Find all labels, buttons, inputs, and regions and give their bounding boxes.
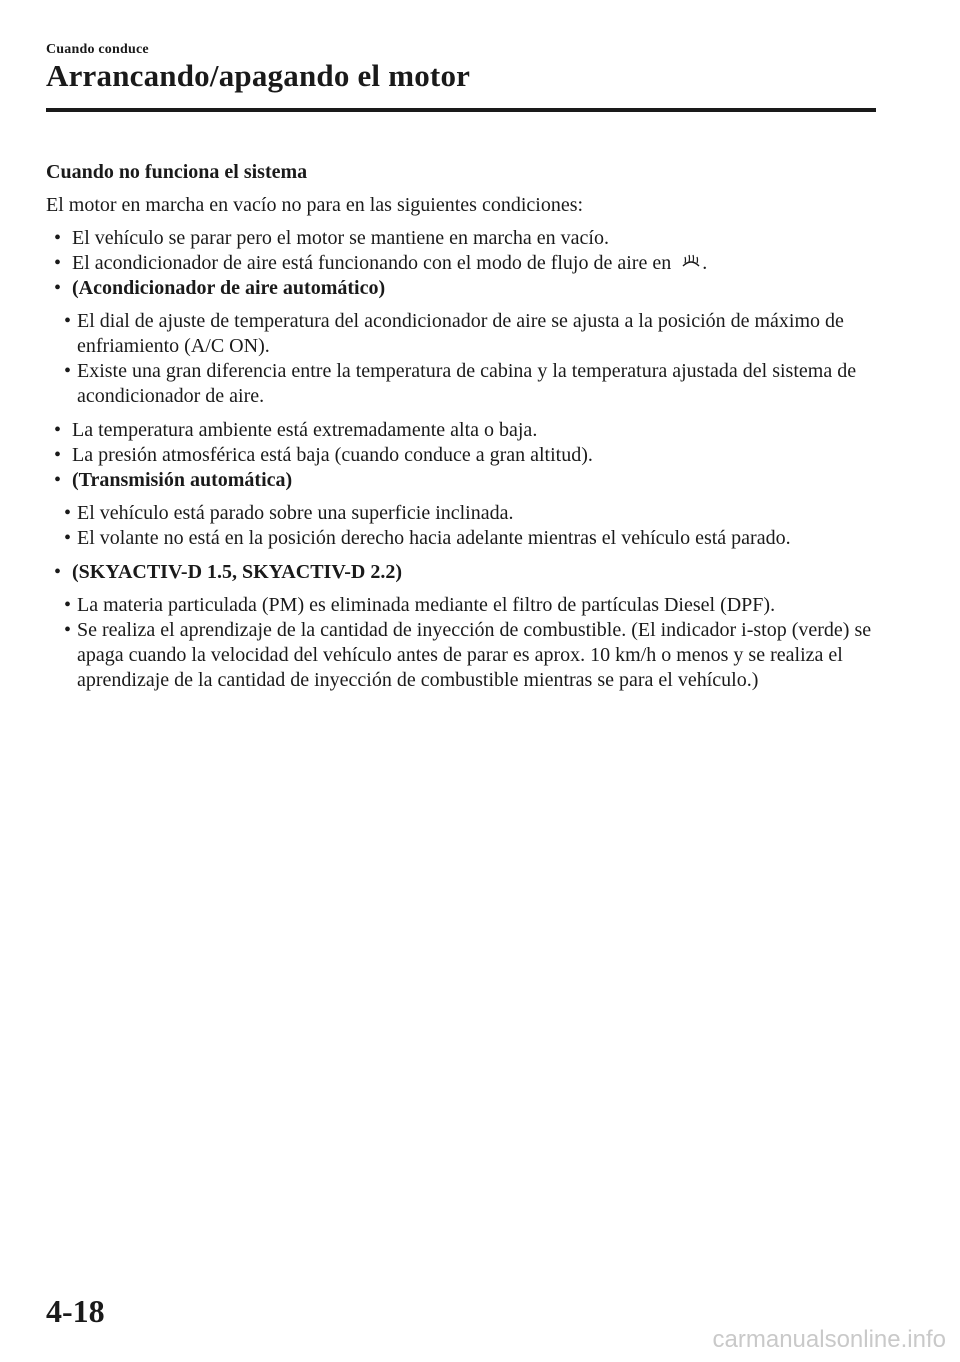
title-rule xyxy=(46,108,876,112)
intro-paragraph: El motor en marcha en vacío no para en las siguientes condiciones: xyxy=(46,194,584,216)
diesel-sublist xyxy=(46,593,886,693)
bullet: • xyxy=(54,277,62,299)
bullet: • xyxy=(64,527,72,549)
list-item-text: El acondicionador de aire está funcionando con el modo de flujo de aire en xyxy=(72,252,672,274)
sublist-item xyxy=(64,618,886,693)
group-label-at: (Transmisión automática) xyxy=(72,469,293,491)
list-item-text: La presión atmosférica está baja (cuando conduce a gran altitud). xyxy=(72,444,593,466)
list-item-end: . xyxy=(702,252,708,274)
list-item-text: La temperatura ambiente está extremadamente alta o baja. xyxy=(72,419,538,441)
bullet: • xyxy=(64,310,72,332)
watermark: carmanualsonline.info xyxy=(712,1326,946,1353)
list-item xyxy=(54,443,886,468)
list-item xyxy=(54,226,886,251)
group-label-ac: (Acondicionador de aire automático) xyxy=(72,277,386,299)
section-subheading: Cuando no funciona el sistema xyxy=(46,161,308,183)
section-label: Cuando conduce xyxy=(46,42,149,57)
sublist-item-text: El dial de ajuste de temperatura del acondicionador de aire se ajusta a la posición de máximo de enfriamiento (A/C ON). xyxy=(77,310,844,357)
list-item xyxy=(54,560,886,585)
bullet: • xyxy=(54,561,62,583)
sublist-item-text: Existe una gran diferencia entre la temperatura de cabina y la temperatura ajustada del sistema de acondicionador de aire. xyxy=(77,360,857,407)
group-label-diesel: (SKYACTIV-D 1.5, SKYACTIV-D 2.2) xyxy=(72,561,403,583)
page-number: 4-18 xyxy=(46,1293,105,1329)
list-item xyxy=(54,468,886,493)
ac-sublist xyxy=(46,309,886,409)
bullet: • xyxy=(64,360,72,382)
conditions-list-diesel xyxy=(46,560,886,585)
conditions-list-continued xyxy=(46,418,886,493)
defroster-icon xyxy=(680,253,702,271)
bullet: • xyxy=(54,469,62,491)
sublist-item-text: Se realiza el aprendizaje de la cantidad de inyección de combustible. (El indicador i-stop (verde) se apaga cuando la velocidad del vehículo antes de parar es aprox. 10 km/h o menos y se realiza el aprendizaje de la cantidad de inyección de combustible mientras se para el vehículo.) xyxy=(77,619,872,691)
sublist-item xyxy=(64,526,886,551)
bullet: • xyxy=(54,419,62,441)
bullet: • xyxy=(54,252,62,274)
bullet: • xyxy=(64,594,72,616)
at-sublist xyxy=(46,501,886,551)
sublist-item-text: La materia particulada (PM) es eliminada mediante el filtro de partículas Diesel (DPF). xyxy=(77,594,776,616)
bullet: • xyxy=(64,502,72,524)
bullet: • xyxy=(54,444,62,466)
list-item xyxy=(54,276,886,301)
sublist-item xyxy=(64,309,886,359)
list-item xyxy=(54,418,886,443)
sublist-item xyxy=(64,501,886,526)
sublist-item xyxy=(64,593,886,618)
list-item xyxy=(54,251,886,276)
page-content xyxy=(46,160,886,702)
list-item-text: El vehículo se parar pero el motor se mantiene en marcha en vacío. xyxy=(72,227,609,249)
sublist-item-text: El vehículo está parado sobre una superficie inclinada. xyxy=(77,502,514,524)
page-title: Arrancando/apagando el motor xyxy=(46,58,471,93)
sublist-item-text: El volante no está en la posición derecho hacia adelante mientras el vehículo está parado. xyxy=(77,527,791,549)
conditions-list xyxy=(46,226,886,301)
bullet: • xyxy=(54,227,62,249)
bullet: • xyxy=(64,619,72,641)
sublist-item xyxy=(64,359,886,409)
